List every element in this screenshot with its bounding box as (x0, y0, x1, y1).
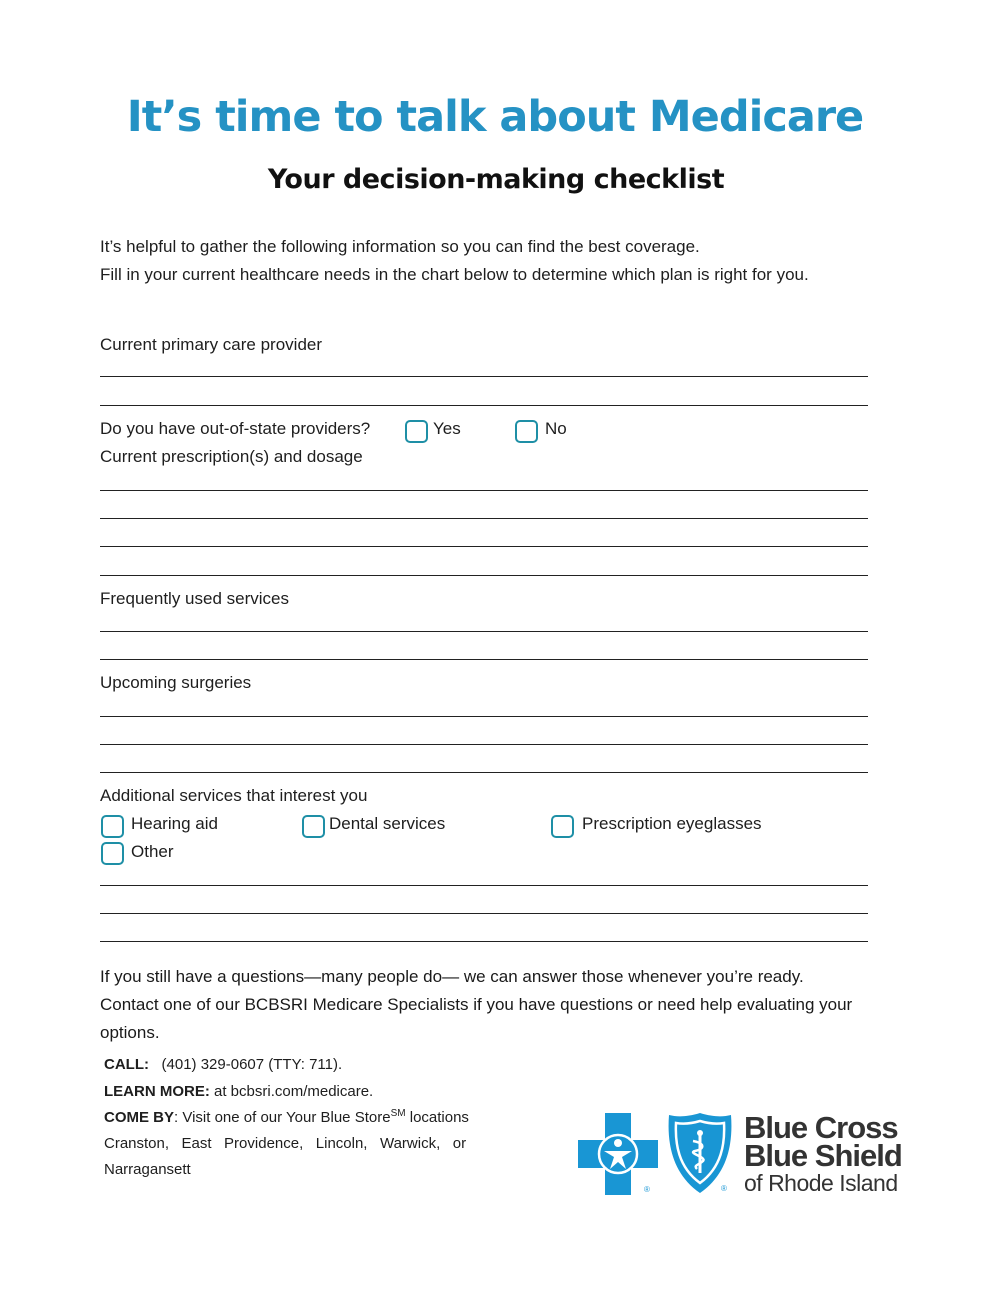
come-value-post: locations (405, 1109, 469, 1126)
closing-line-1: If you still have a questions—many people do— we can answer those whenever you’re ready. (100, 967, 804, 986)
prescriptions-line-1[interactable] (100, 490, 868, 491)
closing-line-2: Contact one of our BCBSRI Medicare Specialists if you have questions or need help evaluating your options. (100, 995, 853, 1042)
blue-shield-logo-icon (665, 1111, 735, 1195)
dental-label: Dental services (329, 814, 446, 833)
intro-text (100, 233, 875, 289)
blue-cross-logo-icon (578, 1113, 658, 1195)
additional-line-3[interactable] (100, 941, 868, 942)
no-checkbox[interactable] (515, 420, 538, 443)
surgeries-line-2[interactable] (100, 744, 868, 745)
prescriptions-line-2[interactable] (100, 518, 868, 519)
services-label: Frequently used services (100, 589, 289, 608)
locations-last: Narragansett (104, 1161, 191, 1178)
page-subtitle: Your decision-making checklist (267, 164, 725, 195)
locations-line: Cranston, East Providence, Lincoln, Warwick, or (104, 1135, 467, 1152)
primary-care-line-1[interactable] (100, 376, 868, 377)
intro-line-2: Fill in your current healthcare needs in the chart below to determine which plan is right for you. (100, 265, 809, 284)
out-of-state-label: Do you have out-of-state providers? (100, 419, 371, 438)
contact-come-by (104, 1108, 469, 1126)
svg-text:®: ® (721, 1184, 727, 1193)
page-title: It’s time to talk about Medicare (126, 92, 864, 142)
additional-line-2[interactable] (100, 913, 868, 914)
service-mark: SM (390, 1108, 406, 1119)
primary-care-line-2[interactable] (100, 405, 868, 406)
come-label: COME BY (104, 1109, 175, 1126)
additional-line-1[interactable] (100, 885, 868, 886)
intro-line-1: It’s helpful to gather the following information so you can find the best coverage. (100, 237, 700, 256)
prescriptions-line-4[interactable] (100, 575, 868, 576)
contact-learn (104, 1083, 373, 1100)
logo-line-1: Blue Cross (744, 1110, 898, 1145)
services-line-2[interactable] (100, 659, 868, 660)
other-label: Other (131, 842, 174, 861)
yes-label: Yes (433, 419, 461, 438)
call-label: CALL: (104, 1056, 149, 1073)
learn-value[interactable]: at bcbsri.com/medicare. (214, 1083, 374, 1100)
contact-call (104, 1056, 342, 1073)
surgeries-label: Upcoming surgeries (100, 673, 252, 692)
logo-line-3: of Rhode Island (744, 1170, 898, 1196)
eyeglasses-checkbox[interactable] (551, 815, 574, 838)
closing-text (100, 963, 880, 1047)
prescriptions-label: Current prescription(s) and dosage (100, 447, 363, 466)
hearing-aid-checkbox[interactable] (101, 815, 124, 838)
additional-label: Additional services that interest you (100, 786, 368, 805)
learn-label: LEARN MORE: (104, 1083, 210, 1100)
yes-checkbox[interactable] (405, 420, 428, 443)
services-line-1[interactable] (100, 631, 868, 632)
primary-care-label: Current primary care provider (100, 335, 323, 354)
hearing-aid-label: Hearing aid (131, 814, 218, 833)
surgeries-line-3[interactable] (100, 772, 868, 773)
surgeries-line-1[interactable] (100, 716, 868, 717)
prescriptions-line-3[interactable] (100, 546, 868, 547)
dental-checkbox[interactable] (302, 815, 325, 838)
eyeglasses-label: Prescription eyeglasses (582, 814, 762, 833)
logo-line-2: Blue Shield (744, 1138, 902, 1173)
come-value-pre: : Visit one of our Your Blue Store (174, 1109, 391, 1126)
no-label: No (545, 419, 567, 438)
call-value[interactable]: (401) 329-0607 (TTY: 711). (161, 1056, 343, 1073)
other-checkbox[interactable] (101, 842, 124, 865)
svg-text:®: ® (644, 1185, 650, 1194)
